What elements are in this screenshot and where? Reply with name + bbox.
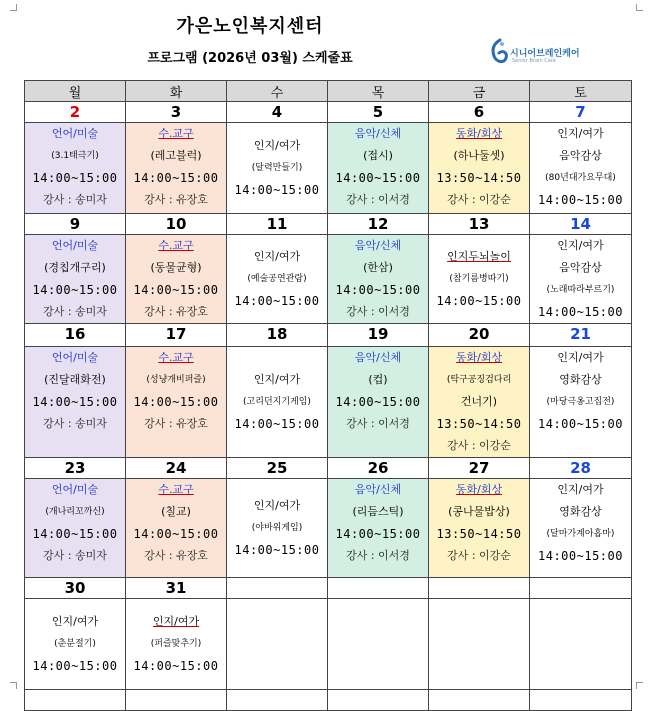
program-category: 인지/여가 xyxy=(253,139,301,152)
program-row xyxy=(25,479,632,578)
page-subtitle: 프로그램 (2026년 03월) 스케줄표 xyxy=(147,51,353,66)
program-category: 인지/여가 xyxy=(557,127,604,140)
program-activity: (컵) xyxy=(368,373,388,386)
program-time: 14:00~15:00 xyxy=(133,283,219,297)
program-activity: (리듬스틱) xyxy=(352,505,404,518)
program-cell xyxy=(530,479,632,578)
weekday-header: 수 xyxy=(227,81,328,102)
date-cell xyxy=(328,214,429,235)
program-time: 14:00~15:00 xyxy=(538,193,623,207)
empty-cell xyxy=(126,690,227,711)
date-cell xyxy=(227,324,328,347)
program-category: 인지/여가 xyxy=(152,615,200,628)
program-activity: (노래따라부르기) xyxy=(546,285,615,295)
program-detail: 영화감상 xyxy=(559,373,602,386)
date-number: 31 xyxy=(165,579,187,597)
program-time: 14:00~15:00 xyxy=(538,305,623,319)
program-instructor: 강사 : 이강순 xyxy=(447,439,511,452)
schedule-table xyxy=(24,80,632,711)
logo-text: 시니어브레인케어 xyxy=(510,49,580,59)
program-category: 인지/여가 xyxy=(253,250,301,263)
program-time: 13:50~14:50 xyxy=(436,527,522,541)
date-number: 20 xyxy=(468,325,490,343)
program-row xyxy=(25,347,632,458)
weekday-header: 월 xyxy=(25,81,126,102)
date-number: 24 xyxy=(165,459,187,477)
program-instructor: 강사 : 유장호 xyxy=(144,193,208,206)
program-activity: (참기름병따기) xyxy=(449,274,509,284)
program-activity: (동물균형) xyxy=(150,261,202,274)
program-detail: 음악감상 xyxy=(559,149,602,162)
program-time: 14:00~15:00 xyxy=(32,171,118,185)
program-cell xyxy=(126,479,227,578)
crop-mark xyxy=(636,4,643,11)
program-time: 14:00~15:00 xyxy=(234,183,320,197)
date-cell xyxy=(126,324,227,347)
date-row xyxy=(25,458,632,479)
program-time: 14:00~15:00 xyxy=(133,527,219,541)
program-time: 14:00~15:00 xyxy=(436,294,522,308)
date-number: 26 xyxy=(367,459,389,477)
program-cell xyxy=(530,235,632,324)
date-row xyxy=(25,214,632,235)
program-instructor: 강사 : 유장호 xyxy=(144,549,208,562)
program-instructor: 강사 : 송미자 xyxy=(43,193,107,206)
program-cell xyxy=(126,347,227,458)
program-cell xyxy=(227,347,328,458)
date-cell xyxy=(429,102,530,123)
crop-mark xyxy=(10,4,17,11)
date-number: 17 xyxy=(165,325,187,343)
program-instructor: 강사 : 송미자 xyxy=(43,417,107,430)
program-instructor: 강사 : 송미자 xyxy=(43,305,107,318)
program-cell xyxy=(126,123,227,214)
crop-mark xyxy=(10,682,17,689)
program-activity: (예술공연관람) xyxy=(247,274,307,284)
empty-cell xyxy=(227,690,328,711)
program-cell xyxy=(328,123,429,214)
date-number: 6 xyxy=(473,103,485,121)
date-number: 7 xyxy=(575,103,586,121)
program-category: 음악/신체 xyxy=(354,239,402,252)
date-number: 21 xyxy=(570,325,591,343)
date-number: 28 xyxy=(570,459,591,477)
date-cell xyxy=(328,102,429,123)
date-number: 2 xyxy=(69,103,81,121)
program-activity: (접시) xyxy=(363,149,393,162)
date-cell xyxy=(25,458,126,479)
program-category: 언어/미술 xyxy=(51,239,99,252)
program-activity: (레고블럭) xyxy=(150,149,202,162)
program-cell xyxy=(25,347,126,458)
date-cell xyxy=(429,578,530,599)
program-instructor: 강사 : 이강순 xyxy=(447,193,511,206)
program-activity: (칠교) xyxy=(161,505,191,518)
logo-subtext: Senior Brain Care xyxy=(512,58,556,64)
program-activity: (진달래화전) xyxy=(44,373,106,386)
program-category: 수.교구 xyxy=(158,127,194,140)
program-time: 14:00~15:00 xyxy=(32,395,118,409)
empty-cell xyxy=(328,690,429,711)
date-number xyxy=(530,578,631,598)
program-cell xyxy=(530,347,632,458)
program-time: 14:00~15:00 xyxy=(133,171,219,185)
date-cell xyxy=(126,578,227,599)
program-cell xyxy=(429,347,530,458)
program-activity: (콩나물밥상) xyxy=(448,505,510,518)
empty-cell xyxy=(429,599,530,690)
date-cell xyxy=(429,214,530,235)
program-cell xyxy=(126,235,227,324)
date-number: 9 xyxy=(69,215,81,233)
program-activity: (경칩개구리) xyxy=(44,261,106,274)
program-cell xyxy=(530,123,632,214)
empty-cell xyxy=(530,690,632,711)
date-cell xyxy=(25,102,126,123)
program-instructor: 강사 : 이서경 xyxy=(346,549,410,562)
date-cell xyxy=(328,324,429,347)
program-category: 인지/여가 xyxy=(253,499,301,512)
date-number: 19 xyxy=(367,325,389,343)
program-cell xyxy=(25,235,126,324)
program-category: 인지/여가 xyxy=(557,351,604,364)
date-cell xyxy=(126,102,227,123)
program-activity: (탁구공징검다리 xyxy=(446,375,512,385)
program-time: 13:50~14:50 xyxy=(436,171,522,185)
program-cell xyxy=(126,599,227,690)
date-cell xyxy=(126,214,227,235)
date-number: 11 xyxy=(266,215,288,233)
date-cell xyxy=(530,102,632,123)
program-category: 동화/회상 xyxy=(455,127,503,140)
program-row xyxy=(25,123,632,214)
program-cell xyxy=(328,479,429,578)
program-row xyxy=(25,599,632,690)
program-time: 14:00~15:00 xyxy=(32,283,118,297)
date-number: 18 xyxy=(266,325,288,343)
empty-cell xyxy=(25,690,126,711)
program-instructor: 강사 : 유장호 xyxy=(144,417,208,430)
program-category: 동화/회상 xyxy=(455,351,503,364)
date-number: 12 xyxy=(367,215,389,233)
program-activity: (춘분절기) xyxy=(54,639,96,649)
program-activity: (3.1태극기) xyxy=(51,151,99,161)
weekday-header: 목 xyxy=(328,81,429,102)
program-instructor: 강사 : 송미자 xyxy=(43,549,107,562)
date-number: 4 xyxy=(271,103,283,121)
program-time: 14:00~15:00 xyxy=(32,527,118,541)
date-row xyxy=(25,324,632,347)
date-cell xyxy=(328,458,429,479)
program-category: 인지두뇌놀이 xyxy=(447,250,511,263)
program-time: 14:00~15:00 xyxy=(335,395,421,409)
program-cell xyxy=(227,479,328,578)
program-cell xyxy=(227,123,328,214)
program-category: 음악/신체 xyxy=(354,483,402,496)
program-time: 14:00~15:00 xyxy=(234,543,320,557)
program-category: 수.교구 xyxy=(158,239,194,252)
date-cell xyxy=(227,458,328,479)
program-time: 14:00~15:00 xyxy=(335,171,421,185)
program-time: 13:50~14:50 xyxy=(436,417,522,431)
program-cell xyxy=(328,235,429,324)
program-time: 14:00~15:00 xyxy=(335,527,421,541)
date-number: 23 xyxy=(64,459,86,477)
program-activity: (성냥개비퍼즐) xyxy=(146,375,206,385)
program-category: 수.교구 xyxy=(158,351,194,364)
program-instructor: 강사 : 유장호 xyxy=(144,305,208,318)
program-cell xyxy=(227,235,328,324)
page-title: 가은노인복지센터 xyxy=(176,16,324,37)
program-activity: (하나둘셋) xyxy=(453,149,505,162)
program-category: 인지/여가 xyxy=(51,615,99,628)
empty-cell xyxy=(530,599,632,690)
brain-care-logo-icon xyxy=(490,38,510,66)
program-category: 수.교구 xyxy=(158,483,194,496)
program-activity: (고리던지기게임) xyxy=(243,397,311,407)
program-category: 음악/신체 xyxy=(354,351,402,364)
program-cell xyxy=(25,599,126,690)
date-number: 16 xyxy=(64,325,86,343)
program-category: 동화/회상 xyxy=(455,483,503,496)
date-cell xyxy=(227,214,328,235)
date-number: 5 xyxy=(372,103,384,121)
date-row xyxy=(25,578,632,599)
logo xyxy=(490,38,640,68)
date-cell xyxy=(25,578,126,599)
program-cell xyxy=(429,479,530,578)
weekday-header-row xyxy=(25,81,632,102)
date-cell xyxy=(429,458,530,479)
program-detail: 음악감상 xyxy=(559,261,602,274)
program-category: 인지/여가 xyxy=(253,373,301,386)
program-category: 언어/미술 xyxy=(51,127,99,140)
program-instructor: 강사 : 이서경 xyxy=(346,305,410,318)
crop-mark xyxy=(636,682,643,689)
date-cell xyxy=(530,324,632,347)
date-number xyxy=(328,578,428,598)
date-cell xyxy=(328,578,429,599)
program-activity: (달마가계아홉마) xyxy=(546,529,615,539)
program-time: 14:00~15:00 xyxy=(538,417,623,431)
program-time: 14:00~15:00 xyxy=(133,395,219,409)
program-instructor: 강사 : 이서경 xyxy=(346,193,410,206)
date-number: 27 xyxy=(468,459,490,477)
program-activity: (80년대가요무대) xyxy=(545,173,616,183)
date-cell xyxy=(530,458,632,479)
program-time: 14:00~15:00 xyxy=(538,549,623,563)
program-activity: (마당극옹고집전) xyxy=(546,397,615,407)
date-cell xyxy=(429,324,530,347)
program-time: 14:00~15:00 xyxy=(32,659,118,673)
weekday-header: 화 xyxy=(126,81,227,102)
date-number: 30 xyxy=(64,579,86,597)
program-activity: (퍼즐맞추기) xyxy=(150,639,202,649)
program-instructor: 강사 : 이강순 xyxy=(447,549,511,562)
program-activity: (달력만들기) xyxy=(251,163,303,173)
date-number xyxy=(227,578,327,598)
program-cell xyxy=(429,235,530,324)
program-activity: (한삼) xyxy=(363,261,393,274)
program-category: 인지/여가 xyxy=(557,483,604,496)
date-number: 25 xyxy=(266,459,288,477)
date-number: 13 xyxy=(468,215,490,233)
date-cell xyxy=(25,324,126,347)
program-category: 언어/미술 xyxy=(51,483,99,496)
date-cell xyxy=(530,578,632,599)
program-instructor: 강사 : 이서경 xyxy=(346,417,410,430)
date-cell xyxy=(126,458,227,479)
program-time: 14:00~15:00 xyxy=(133,659,219,673)
date-number: 3 xyxy=(170,103,182,121)
date-cell xyxy=(25,214,126,235)
program-activity: (개나리꼬까신) xyxy=(45,507,105,517)
program-activity: 건너기) xyxy=(460,395,498,408)
program-category: 음악/신체 xyxy=(354,127,402,140)
program-cell xyxy=(25,479,126,578)
date-number: 10 xyxy=(165,215,187,233)
date-cell xyxy=(530,214,632,235)
empty-row xyxy=(25,690,632,711)
program-activity: (야바위게임) xyxy=(251,523,303,533)
date-number: 14 xyxy=(570,215,591,233)
program-category: 인지/여가 xyxy=(557,239,604,252)
date-row xyxy=(25,102,632,123)
program-cell xyxy=(429,123,530,214)
program-cell xyxy=(328,347,429,458)
program-row xyxy=(25,235,632,324)
program-time: 14:00~15:00 xyxy=(234,294,320,308)
empty-cell xyxy=(328,599,429,690)
date-cell xyxy=(227,102,328,123)
date-cell xyxy=(227,578,328,599)
program-cell xyxy=(25,123,126,214)
date-number xyxy=(429,578,529,598)
empty-cell xyxy=(227,599,328,690)
weekday-header: 금 xyxy=(429,81,530,102)
program-time: 14:00~15:00 xyxy=(234,417,320,431)
weekday-header: 토 xyxy=(530,81,632,102)
program-detail: 영화감상 xyxy=(559,505,602,518)
program-category: 언어/미술 xyxy=(51,351,99,364)
empty-cell xyxy=(429,690,530,711)
program-time: 14:00~15:00 xyxy=(335,283,421,297)
